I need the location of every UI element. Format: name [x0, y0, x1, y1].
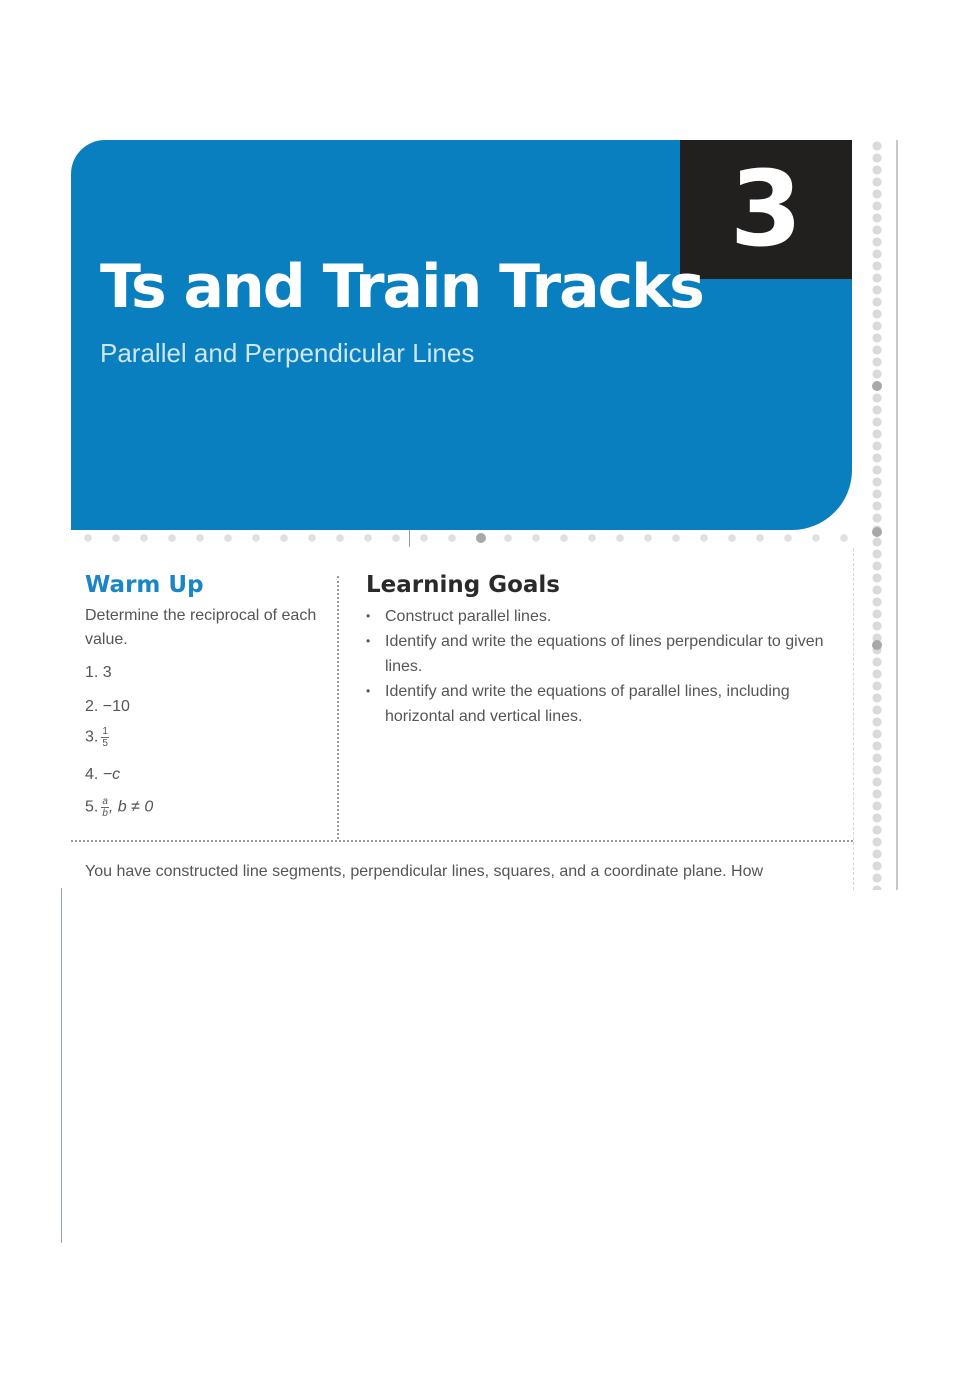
fraction-denominator: 5	[102, 738, 108, 749]
warm-up-heading: Warm Up	[85, 572, 204, 598]
marker-dot	[872, 527, 882, 537]
item-condition: , b ≠ 0	[108, 798, 154, 816]
right-margin-line	[853, 548, 854, 890]
item-number: 1.	[85, 664, 99, 681]
item-number: 3.	[85, 728, 99, 746]
fraction	[101, 726, 109, 749]
intro-paragraph: You have constructed line segments, perpendicular lines, squares, and a coordinate plane. How	[85, 863, 764, 880]
learning-goals-list	[366, 604, 836, 729]
column-divider	[337, 576, 339, 839]
warm-up-item	[85, 698, 130, 716]
warm-up-item	[85, 664, 112, 682]
warm-up-item	[85, 726, 109, 749]
lesson-number: 3	[680, 140, 852, 279]
lesson-subtitle: Parallel and Perpendicular Lines	[100, 338, 475, 368]
fraction	[101, 796, 109, 819]
learning-goal-item: • Construct parallel lines.	[366, 604, 836, 629]
fraction-denominator: b	[102, 808, 108, 819]
learning-goal-item: • Identify and write the equations of lines perpendicular to given lines.	[366, 629, 836, 679]
warm-up-description: Determine the reciprocal of each value.	[85, 607, 317, 648]
item-value: 3	[102, 664, 112, 681]
decorative-dot-row	[74, 531, 852, 545]
decorative-dot-column	[870, 140, 884, 890]
item-number: 5.	[85, 798, 99, 816]
item-value: −c	[102, 766, 121, 783]
item-value: −10	[102, 698, 130, 715]
lesson-title: Ts and Train Tracks	[100, 252, 703, 322]
section-divider	[71, 840, 853, 842]
marker-dot	[872, 640, 882, 650]
learning-goals-heading: Learning Goals	[366, 572, 560, 598]
marker-dot	[476, 533, 486, 543]
fraction-numerator: 1	[102, 726, 108, 737]
marker-dot	[872, 381, 882, 391]
warm-up-item	[85, 766, 120, 784]
learning-goal-item: • Identify and write the equations of parallel lines, including horizontal and vertical lines.	[366, 679, 836, 729]
item-number: 2.	[85, 698, 99, 715]
item-number: 4.	[85, 766, 99, 783]
page-margin-line	[61, 888, 62, 1243]
fraction-numerator: a	[102, 796, 108, 807]
decorative-tick	[409, 529, 410, 547]
page-edge-line	[896, 140, 898, 890]
warm-up-item	[85, 796, 153, 819]
